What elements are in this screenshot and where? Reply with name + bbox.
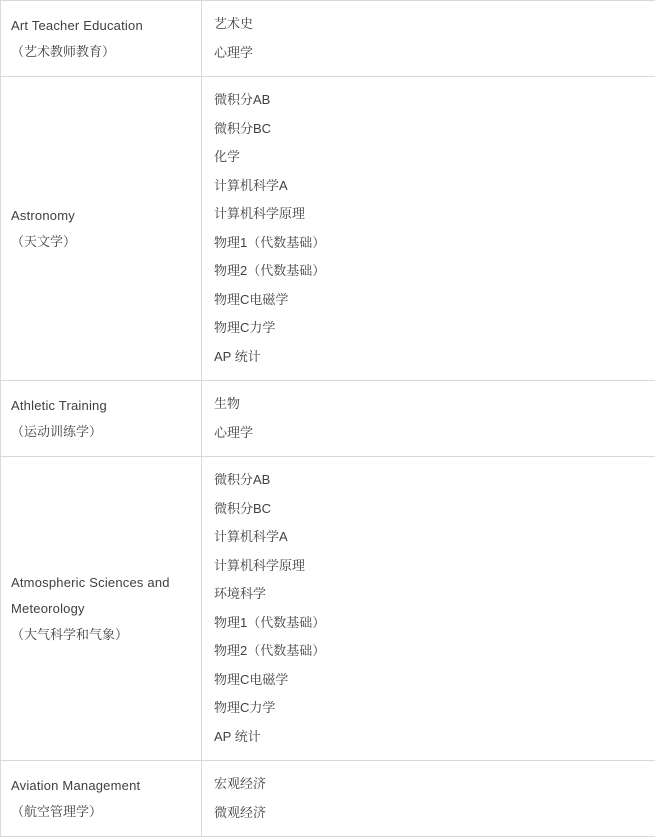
list-item: 微积分BC	[214, 115, 647, 144]
table-row	[1, 77, 655, 381]
major-cell-content	[1, 193, 201, 265]
major-name-cn: （大气科学和气象）	[11, 622, 193, 648]
list-item: 心理学	[214, 39, 647, 68]
list-item: 微积分AB	[214, 466, 647, 495]
courses-list	[202, 457, 655, 760]
table-row	[1, 381, 655, 457]
list-item: 物理2（代数基础）	[214, 257, 647, 286]
list-item: 宏观经济	[214, 770, 647, 799]
courses-cell	[202, 457, 655, 761]
table-row	[1, 457, 655, 761]
list-item: AP 统计	[214, 343, 647, 372]
major-name-en: Athletic Training	[11, 393, 193, 419]
list-item: 化学	[214, 143, 647, 172]
courses-cell	[202, 761, 655, 837]
courses-list	[202, 1, 655, 76]
major-name-en: Astronomy	[11, 203, 193, 229]
list-item: 心理学	[214, 419, 647, 448]
table-row	[1, 1, 655, 77]
list-item: 物理C电磁学	[214, 666, 647, 695]
list-item: 生物	[214, 390, 647, 419]
major-cell	[1, 761, 202, 837]
major-name-en: Art Teacher Education	[11, 13, 193, 39]
major-name-cn: （运动训练学）	[11, 419, 193, 445]
courses-list	[202, 381, 655, 456]
list-item: AP 统计	[214, 723, 647, 752]
major-cell	[1, 381, 202, 457]
major-cell-content	[1, 560, 201, 658]
courses-cell	[202, 77, 655, 381]
list-item: 计算机科学A	[214, 172, 647, 201]
list-item: 物理2（代数基础）	[214, 637, 647, 666]
list-item: 物理C力学	[214, 694, 647, 723]
list-item: 计算机科学原理	[214, 200, 647, 229]
list-item: 微观经济	[214, 799, 647, 828]
courses-cell	[202, 381, 655, 457]
list-item: 计算机科学原理	[214, 552, 647, 581]
list-item: 计算机科学A	[214, 523, 647, 552]
major-cell	[1, 1, 202, 77]
major-cell	[1, 457, 202, 761]
major-name-cn: （艺术教师教育）	[11, 39, 193, 65]
major-cell-content	[1, 383, 201, 455]
major-name-cn: （天文学）	[11, 229, 193, 255]
list-item: 物理1（代数基础）	[214, 229, 647, 258]
major-cell-content	[1, 3, 201, 75]
major-cell	[1, 77, 202, 381]
courses-cell	[202, 1, 655, 77]
major-name-en: Atmospheric Sciences and Meteorology	[11, 570, 193, 622]
courses-list	[202, 77, 655, 380]
major-cell-content	[1, 763, 201, 835]
table-row	[1, 761, 655, 837]
list-item: 微积分BC	[214, 495, 647, 524]
list-item: 环境科学	[214, 580, 647, 609]
major-name-en: Aviation Management	[11, 773, 193, 799]
table-body	[1, 1, 655, 837]
list-item: 艺术史	[214, 10, 647, 39]
major-name-cn: （航空管理学）	[11, 799, 193, 825]
list-item: 物理C电磁学	[214, 286, 647, 315]
courses-list	[202, 761, 655, 836]
list-item: 物理1（代数基础）	[214, 609, 647, 638]
list-item: 微积分AB	[214, 86, 647, 115]
list-item: 物理C力学	[214, 314, 647, 343]
